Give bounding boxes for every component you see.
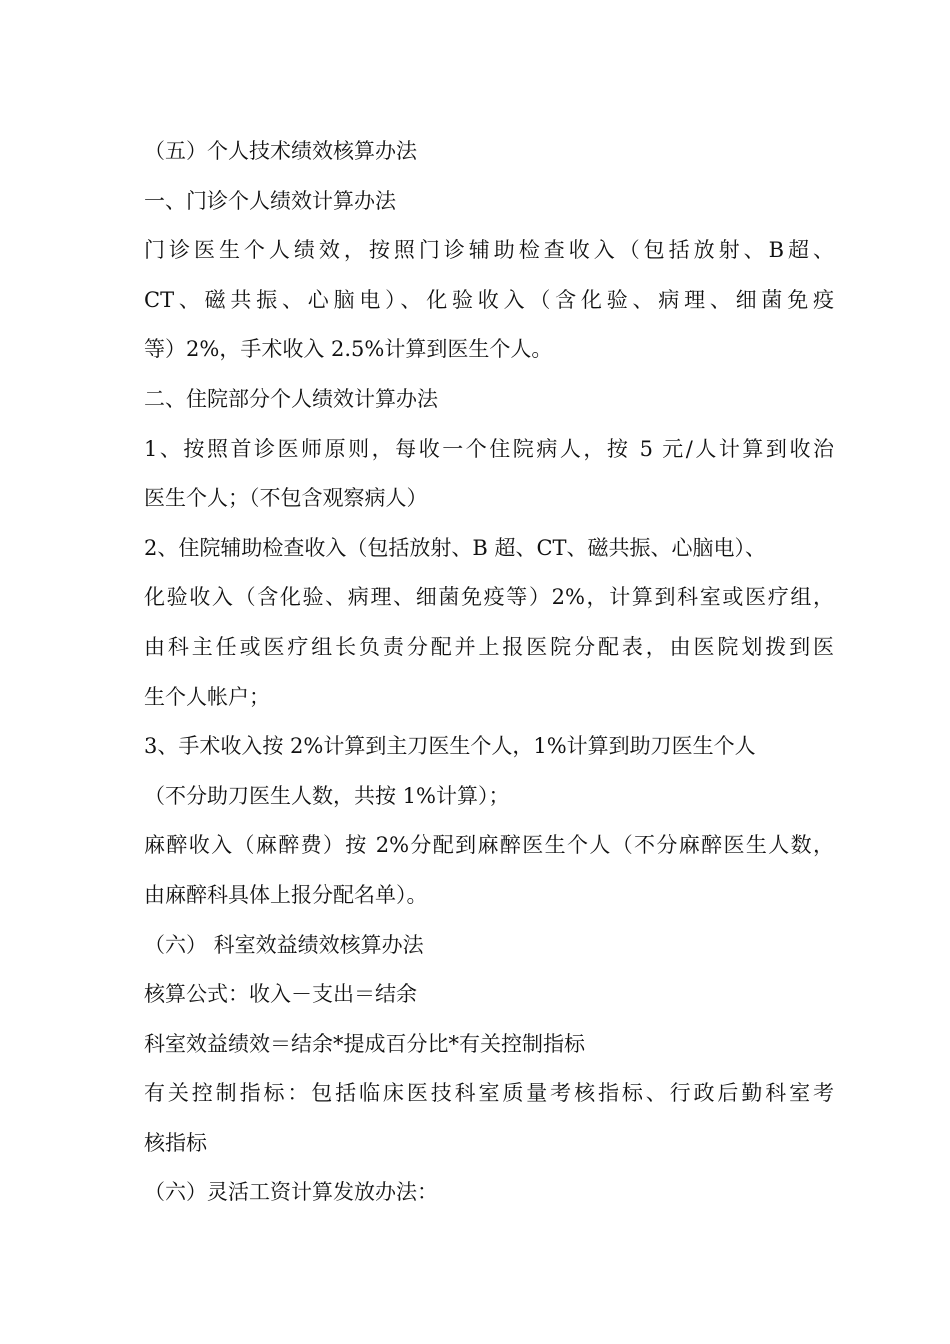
paragraph-line: 生个人帐户； <box>144 684 270 709</box>
subsection-heading-outpatient: 一、门诊个人绩效计算办法 <box>144 188 396 213</box>
paragraph-line: 医生个人；（不包含观察病人） <box>144 486 428 511</box>
paragraph-line: 3、手术收入按 2%计算到主刀医生个人，1%计算到助刀医生个人 <box>144 734 756 759</box>
paragraph-line: CT、磁共振、心脑电）、化验收入（含化验、病理、细菌免疫 <box>144 287 834 312</box>
paragraph-line: 核算公式：收入－支出＝结余 <box>144 982 417 1007</box>
document-body <box>144 127 834 1218</box>
paragraph-line: 2、住院辅助检查收入（包括放射、B 超、CT、磁共振、心脑电）、 <box>144 535 767 560</box>
paragraph-line: 由科主任或医疗组长负责分配并上报医院分配表，由医院划拨到医 <box>144 634 834 659</box>
paragraph-line: （不分助刀医生人数，共按 1%计算）； <box>144 783 510 808</box>
paragraph-line: 化验收入（含化验、病理、细菌免疫等）2%，计算到科室或医疗组， <box>144 585 834 610</box>
paragraph-line: 麻醉收入（麻醉费）按 2%分配到麻醉医生个人（不分麻醉医生人数， <box>144 833 834 858</box>
paragraph-line: 门诊医生个人绩效，按照门诊辅助检查收入（包括放射、B超、 <box>144 238 834 263</box>
paragraph-line: 核指标 <box>144 1130 207 1155</box>
paragraph-line: 等）2%，手术收入 2.5%计算到医生个人。 <box>144 337 553 362</box>
section-heading-6-wage: （六）灵活工资计算发放办法： <box>144 1180 438 1205</box>
paragraph-line: 1、按照首诊医师原则，每收一个住院病人，按 5 元/人计算到收治 <box>144 436 834 461</box>
paragraph-line: 科室效益绩效＝结余*提成百分比*有关控制指标 <box>144 1031 585 1056</box>
subsection-heading-inpatient: 二、住院部分个人绩效计算办法 <box>144 386 438 411</box>
section-heading-5: （五）个人技术绩效核算办法 <box>144 139 417 163</box>
paragraph-line: 有关控制指标：包括临床医技科室质量考核指标、行政后勤科室考 <box>144 1081 834 1106</box>
paragraph-line: 由麻醉科具体上报分配名单）。 <box>144 882 428 907</box>
section-heading-6-benefit: （六） 科室效益绩效核算办法 <box>144 932 424 957</box>
